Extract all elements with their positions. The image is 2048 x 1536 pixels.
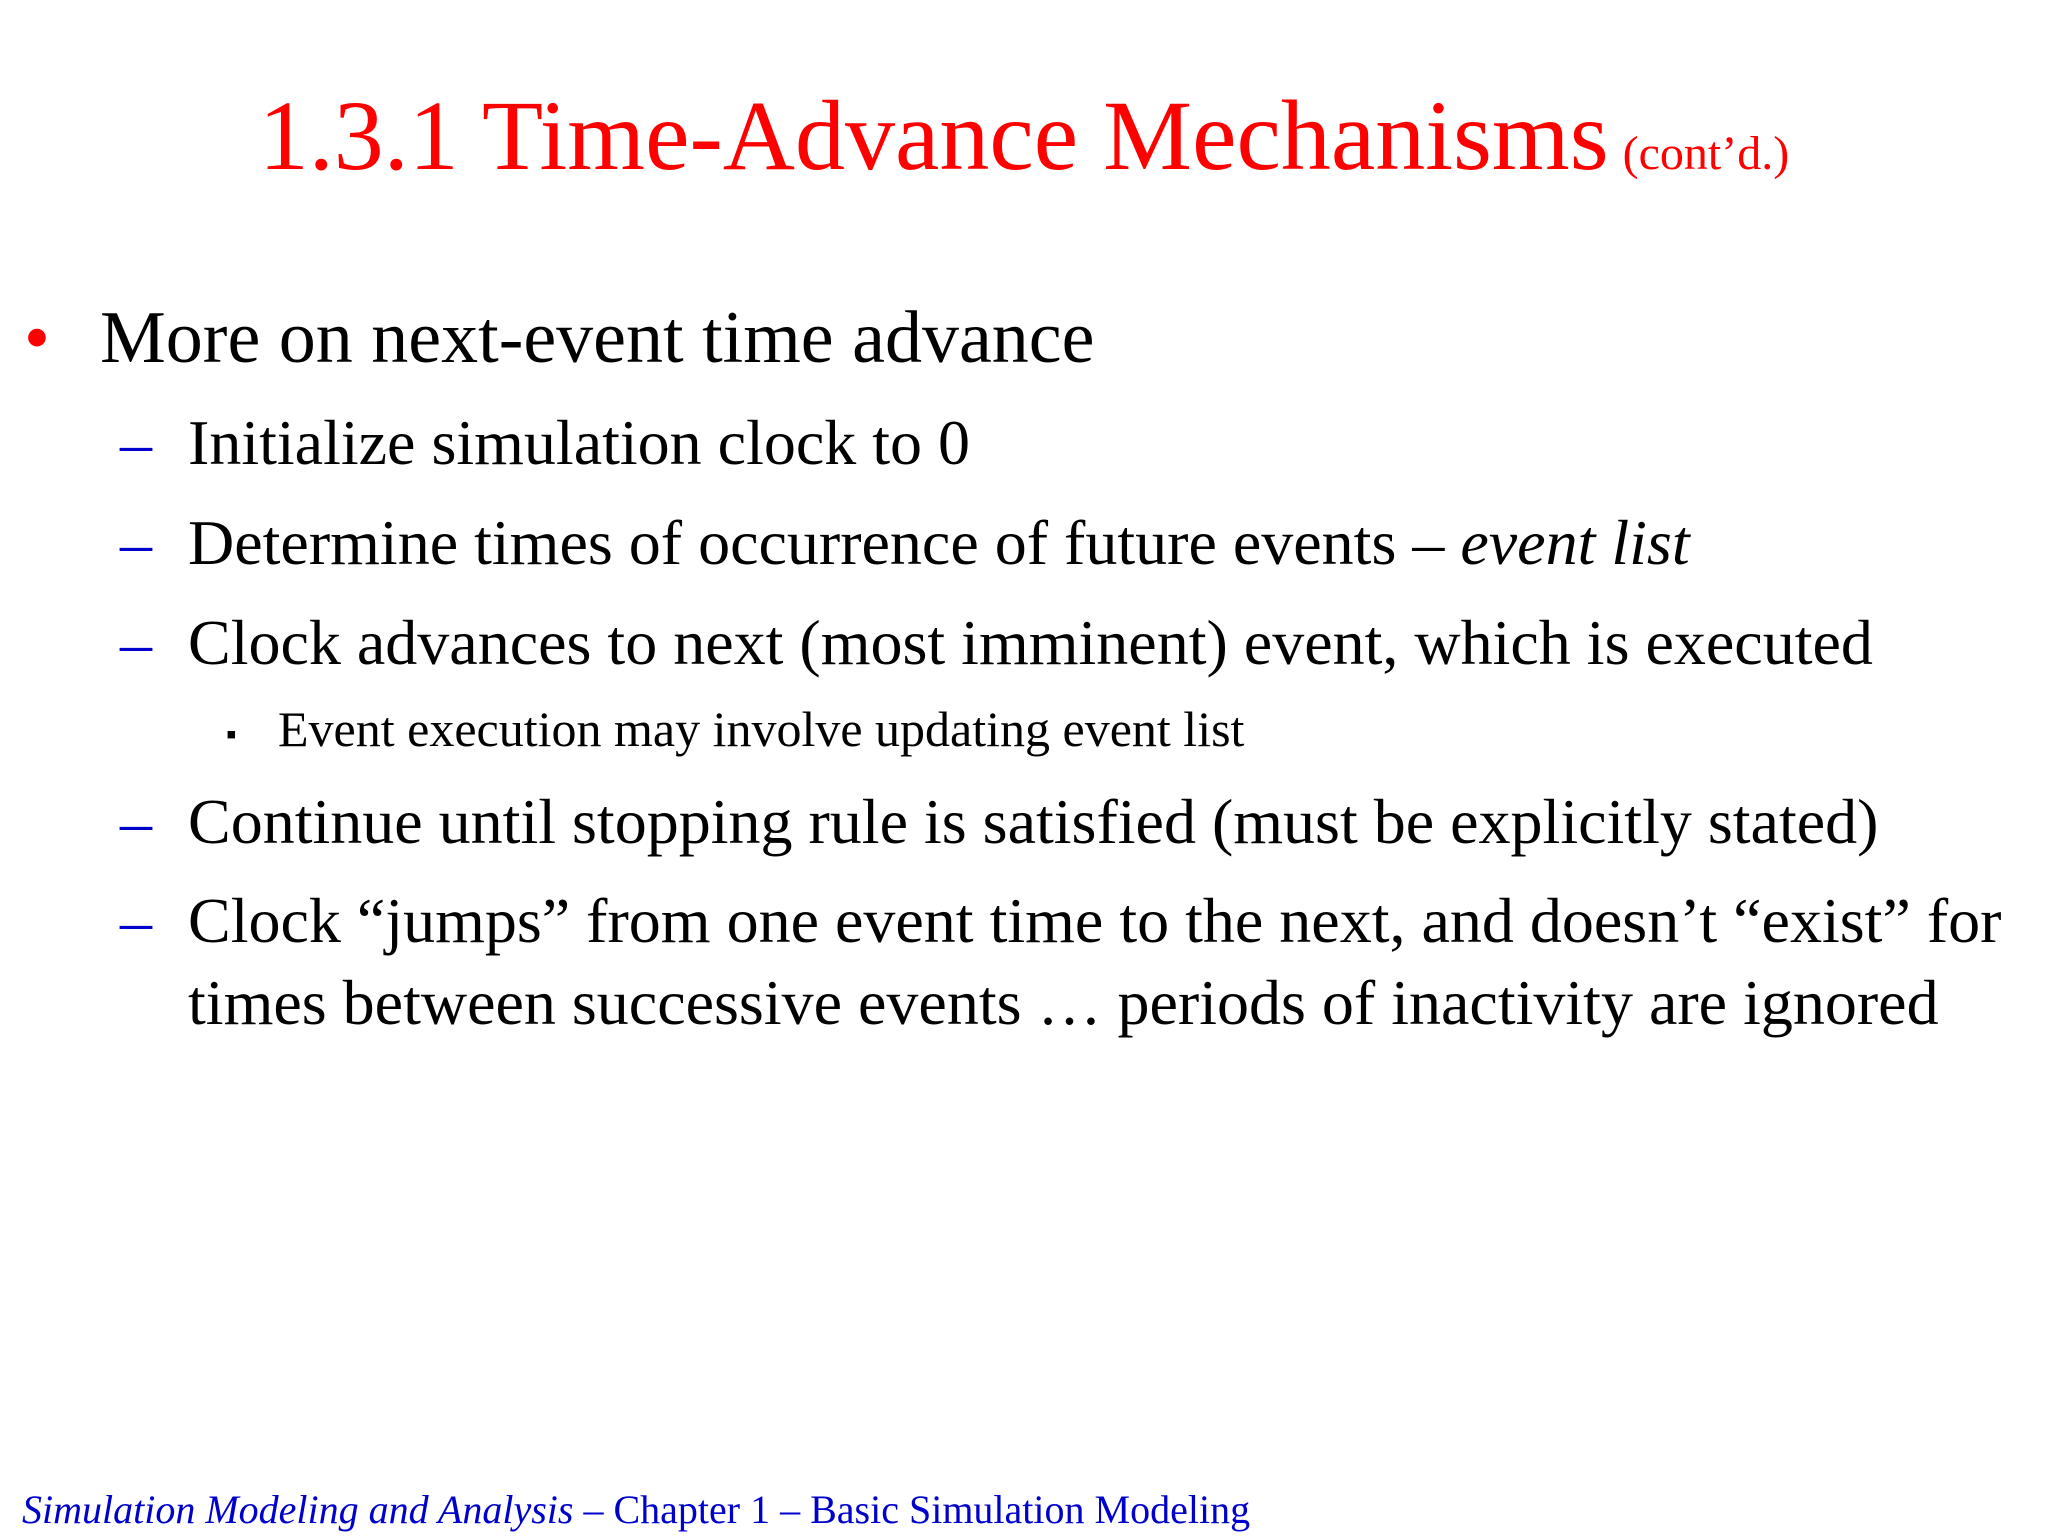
dash-marker: – [120,407,152,478]
event-list-emphasis: event list [1460,507,1690,578]
dash-marker: – [120,786,152,857]
subitem-determine-times [120,502,1690,584]
subitem-initialize-clock [120,402,970,484]
square-marker: ▪ [226,717,237,751]
title-main: 1.3.1 Time-Advance Mechanisms [258,80,1609,191]
subsubitem-text: Event execution may involve updating event list [278,701,1245,757]
main-bullet-text: More on next-event time advance [100,297,1095,379]
dash-marker: – [120,885,152,956]
subitem-continue-until [120,781,1878,863]
footer [22,1486,1250,1533]
subitem-text: Determine times of occurrence of future events – [188,507,1461,578]
subitem-clock-jumps [120,880,2048,1044]
main-bullet [24,296,1094,381]
title-suffix: (cont’d.) [1622,127,1790,180]
slide-title [0,78,2048,193]
dash-marker: – [120,507,152,578]
footer-book-title: Simulation Modeling and Analysis [22,1487,574,1532]
footer-chapter: – Chapter 1 – Basic Simulation Modeling [573,1487,1251,1532]
subitem-text: Continue until stopping rule is satisfied (must be explicitly stated) [188,786,1879,857]
dash-marker: – [120,607,152,678]
subitem-clock-advances [120,602,1873,684]
bullet-marker: • [24,297,50,379]
subitem-text: Initialize simulation clock to 0 [188,407,971,478]
subsubitem-event-execution [226,700,1244,758]
subitem-text: Clock “jumps” from one event time to the next, and doesn’t “exist” for times between successive events … periods of inactivity are ignored [188,885,2002,1038]
subitem-text: Clock advances to next (most imminent) event, which is executed [188,607,1873,678]
